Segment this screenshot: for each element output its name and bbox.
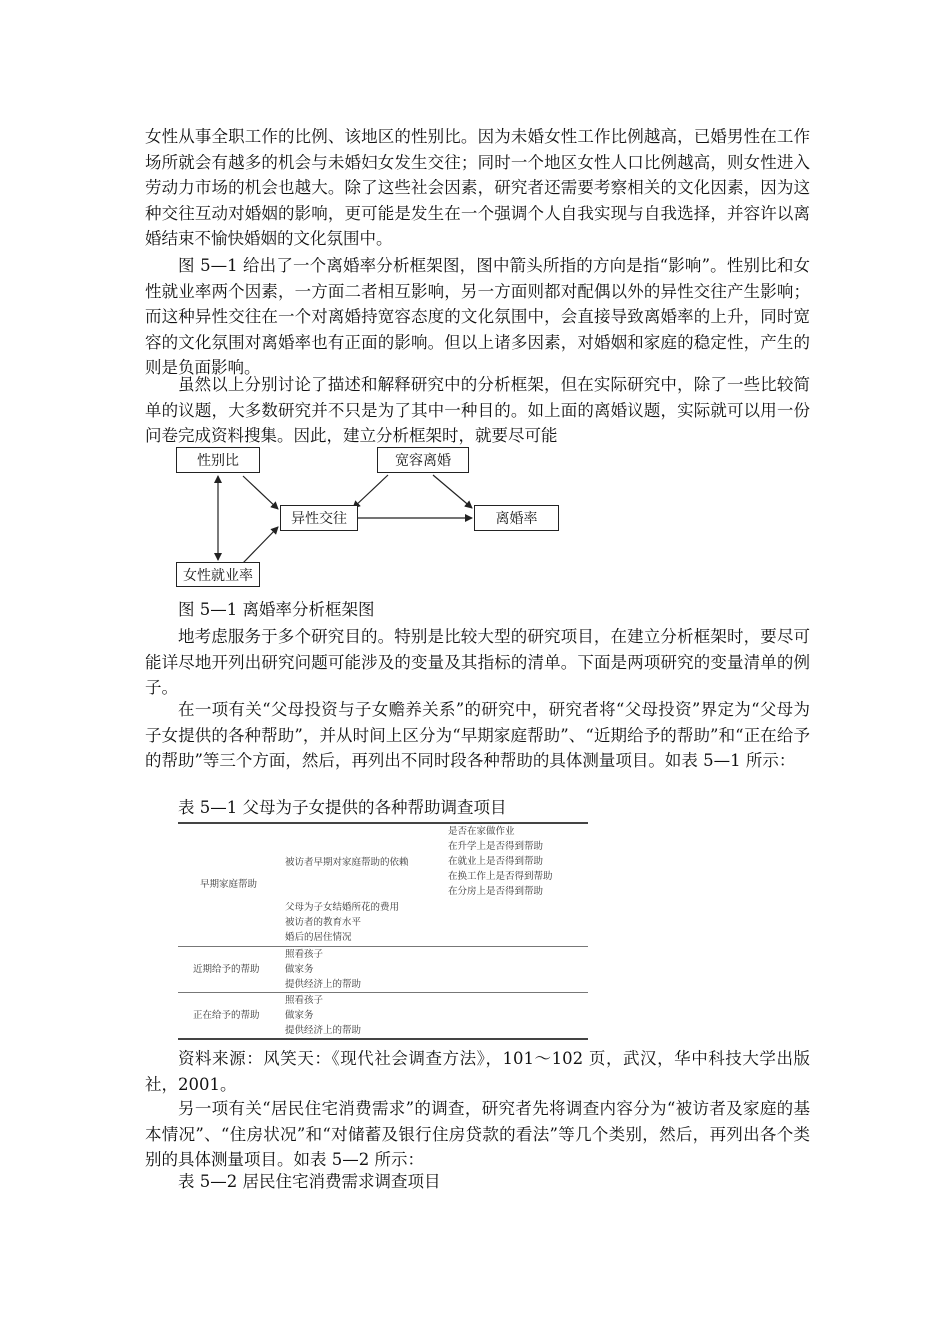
arrow-employment-contact	[243, 527, 278, 563]
node-female-employment: 女性就业率	[176, 562, 260, 587]
table-cell: 做家务	[285, 964, 314, 975]
paragraph-5: 在一项有关“父母投资与子女赡养关系”的研究中，研究者将“父母投资”界定为“父母为子女提供的各种帮助”，并从时间上区分为“早期家庭帮助”、“近期给予的帮助”和“正在给予的帮助”等三个方面，然后，再列出不同时段各种帮助的具体测量项目。如表 5—1 所示：	[145, 700, 810, 771]
table2-caption: 表 5—2 居民住宅消费需求调查项目	[178, 1172, 441, 1191]
figure-caption: 图 5—1 离婚率分析框架图	[178, 600, 375, 619]
paragraph-6: 另一项有关“居民住宅消费需求”的调查，研究者先将调查内容分为“被访者及家庭的基本情况”、“住房状况”和“对储蓄及银行住房贷款的看法”等几个类别，然后，再列出各个类别的具体测量项目。如表 5—2 所示：	[145, 1099, 810, 1170]
table-parental-help	[178, 822, 588, 1040]
table-row-rule	[178, 946, 588, 947]
table-cell: 照看孩子	[285, 949, 324, 960]
table-cell: 婚后的居住情况	[285, 932, 352, 943]
table-subcategory: 被访者早期对家庭帮助的依赖	[285, 857, 409, 868]
table-bottom-rule	[178, 1038, 588, 1040]
paragraph-1: 女性从事全职工作的比例、该地区的性别比。因为未婚女性工作比例越高，已婚男性在工作场所就会有越多的机会与未婚妇女发生交往；同时一个地区女性人口比例越高，则女性进入劳动力市场的机会也越大。除了这些社会因素，研究者还需要考察相关的文化因素，因为这种交往互动对婚姻的影响，更可能是发生在一个强调个人自我实现与自我选择，并容许以离婚结束不愉快婚姻的文化氛围中。	[145, 127, 810, 249]
arrow-tolerance-divorce	[433, 475, 472, 508]
table-cell: 在换工作上是否得到帮助	[448, 871, 553, 882]
node-sex-ratio: 性别比	[176, 447, 260, 473]
source-note: 资料来源：风笑天：《现代社会调查方法》，101～102 页，武汉，华中科技大学出版社，2001。	[145, 1049, 810, 1094]
table-cell: 提供经济上的帮助	[285, 979, 362, 990]
table-cell: 在升学上是否得到帮助	[448, 841, 544, 852]
paragraph-4: 地考虑服务于多个研究目的。特别是比较大型的研究项目，在建立分析框架时，要尽可能详尽地开列出研究问题可能涉及的变量及其指标的清单。下面是两项研究的变量清单的例子。	[145, 627, 810, 698]
table-row-rule	[178, 992, 588, 993]
table-cell: 在就业上是否得到帮助	[448, 856, 544, 867]
arrow-tolerance-contact	[353, 475, 388, 508]
paragraph-3: 虽然以上分别讨论了描述和解释研究中的分析框架，但在实际研究中，除了一些比较简单的议题，大多数研究并不只是为了其中一种目的。如上面的离婚议题，实际就可以用一份问卷完成资料搜集。因此，建立分析框架时，就要尽可能	[145, 375, 810, 446]
node-divorce-rate: 离婚率	[474, 505, 559, 531]
table-cell: 父母为子女结婚所花的费用	[285, 902, 400, 913]
table1-caption: 表 5—1 父母为子女提供的各种帮助调查项目	[178, 798, 507, 817]
table-top-rule	[178, 822, 588, 824]
table-cell: 提供经济上的帮助	[285, 1025, 362, 1036]
table-cell: 做家务	[285, 1010, 314, 1021]
node-heterosexual-contact: 异性交往	[280, 505, 358, 531]
table-cell: 在分房上是否得到帮助	[448, 886, 544, 897]
arrow-sexratio-contact	[243, 476, 278, 509]
node-tolerant-divorce: 宽容离婚	[377, 447, 469, 473]
table-category: 近期给予的帮助	[193, 964, 260, 975]
table-category: 正在给予的帮助	[193, 1010, 260, 1021]
table-cell: 是否在家做作业	[448, 826, 515, 837]
divorce-framework-diagram	[145, 446, 575, 588]
paragraph-2: 图 5—1 给出了一个离婚率分析框架图，图中箭头所指的方向是指“影响”。性别比和女性就业率两个因素，一方面二者相互影响，另一方面则都对配偶以外的异性交往产生影响；而这种异性交往在一个对离婚持宽容态度的文化氛围中，会直接导致离婚率的上升，同时宽容的文化氛围对离婚率也有正面的影响。但以上诸多因素，对婚姻和家庭的稳定性，产生的则是负面影响。	[145, 256, 810, 378]
table-category: 早期家庭帮助	[200, 879, 258, 890]
table-cell: 被访者的教育水平	[285, 917, 362, 928]
table-cell: 照看孩子	[285, 995, 324, 1006]
